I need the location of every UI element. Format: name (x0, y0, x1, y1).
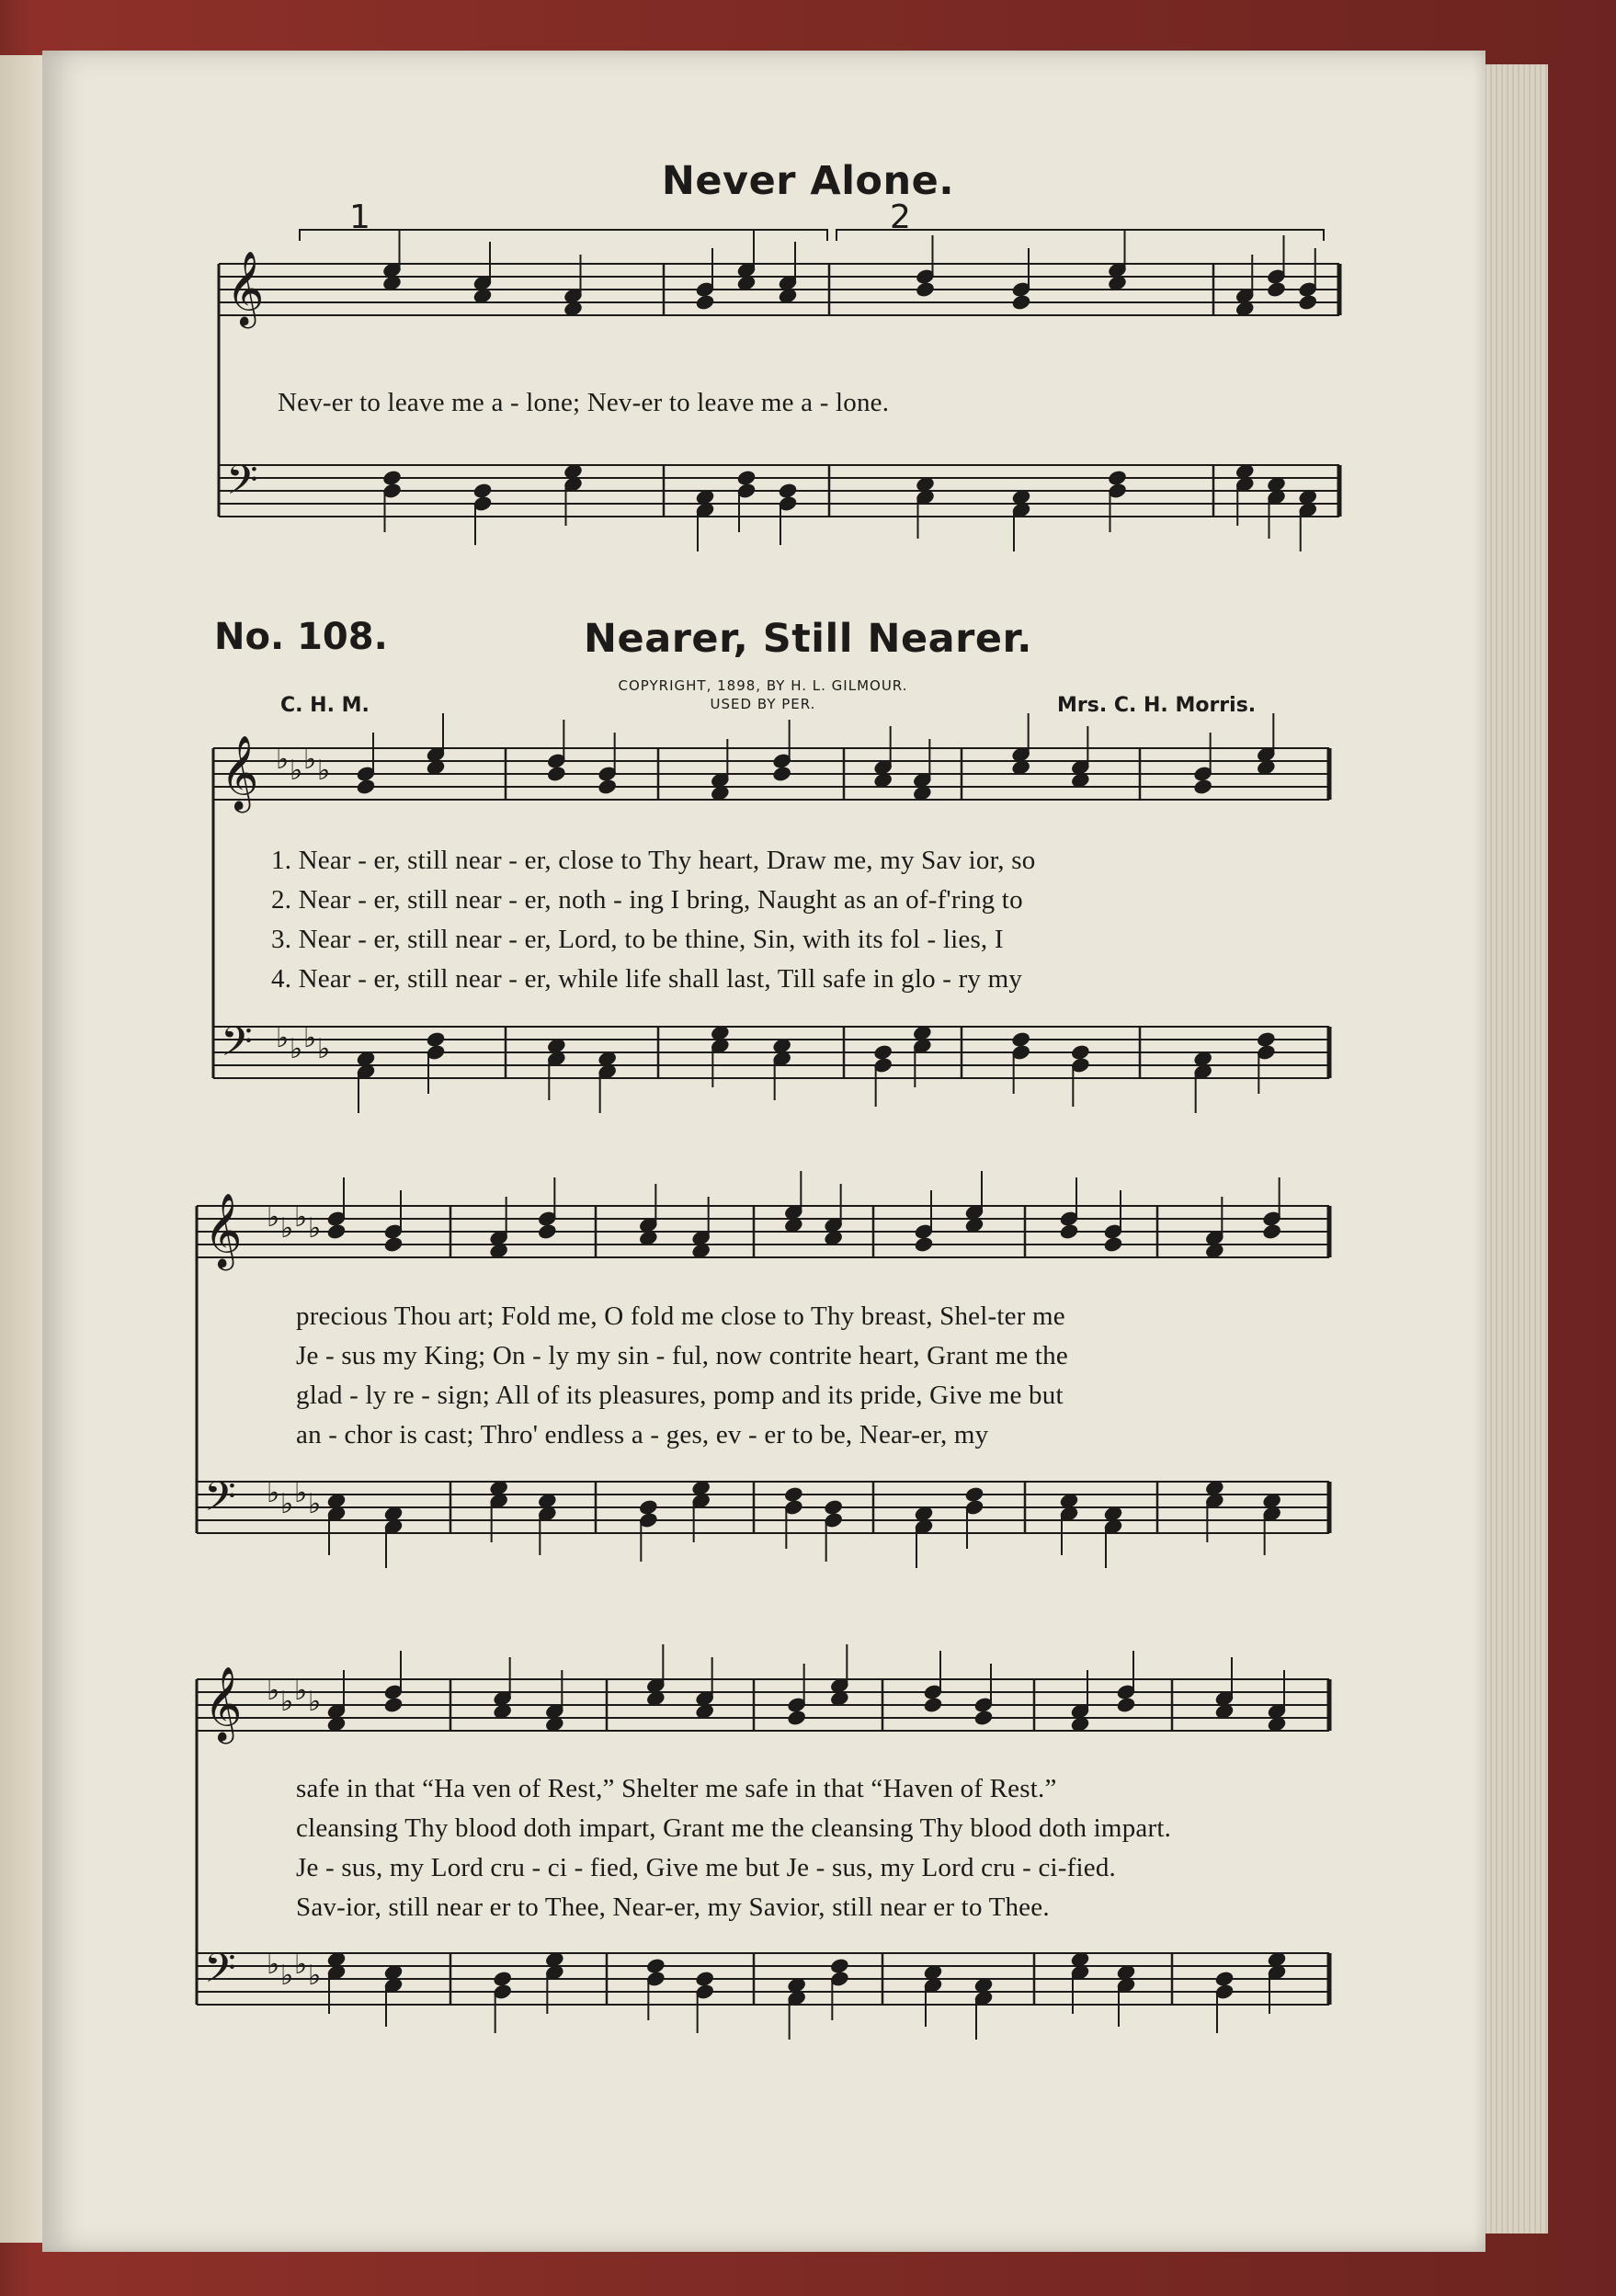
verse-line: Je - sus my King; On - ly my sin - ful, now contrite heart, Grant me the (296, 1341, 1068, 1370)
note-head (383, 1236, 403, 1253)
flat-sign-icon: ♭ (308, 1686, 322, 1718)
flat-sign-icon: ♭ (317, 1033, 331, 1065)
author-credit: Mrs. C. H. Morris. (1057, 694, 1257, 717)
note-head (646, 1958, 666, 1974)
note-head (1193, 779, 1212, 795)
flat-sign-icon: ♭ (308, 1488, 322, 1520)
note-head (1257, 1031, 1276, 1048)
note-head (772, 766, 791, 782)
note-head (547, 766, 566, 782)
note-head (1011, 1031, 1030, 1048)
bass-clef-icon: 𝄢 (226, 456, 258, 514)
flat-sign-icon: ♭ (290, 1033, 303, 1065)
flat-sign-icon: ♭ (267, 1201, 280, 1233)
flat-sign-icon: ♭ (276, 1022, 290, 1054)
note-head (1103, 1236, 1122, 1253)
note-head (973, 1710, 993, 1726)
note-head (1298, 294, 1317, 311)
flat-sign-icon: ♭ (303, 1022, 317, 1054)
composer-credit: C. H. M. (280, 694, 370, 717)
flat-sign-icon: ♭ (294, 1201, 308, 1233)
hymn1-title: Never Alone. (661, 158, 955, 204)
copyright-line: USED BY PER. (710, 696, 816, 712)
flat-sign-icon: ♭ (308, 1960, 322, 1992)
note-head (1214, 1971, 1234, 1987)
verse-line: Je - sus, my Lord cru - ci - fied, Give me but Je - sus, my Lord cru - ci-fied. (296, 1853, 1117, 1882)
bass-clef-icon: 𝄢 (204, 1472, 236, 1530)
verse-line: glad - ly re - sign; All of its pleasures, pomp and its pride, Give me but (296, 1381, 1064, 1410)
note-head (1116, 1697, 1135, 1713)
note-head (695, 1971, 714, 1987)
note-head (923, 1697, 942, 1713)
verse-line: safe in that “Ha ven of Rest,” Shelter me safe in that “Haven of Rest.” (296, 1774, 1057, 1803)
note-head (1267, 281, 1286, 298)
bass-clef-icon: 𝄢 (204, 1944, 236, 2002)
flat-sign-icon: ♭ (294, 1949, 308, 1981)
note-head (873, 1044, 893, 1061)
copyright-line: COPYRIGHT, 1898, BY H. L. GILMOUR. (618, 677, 908, 694)
note-head (597, 779, 617, 795)
note-head (1071, 1044, 1090, 1061)
verse-line: 4. Near - er, still near - er, while life shall last, Till safe in glo - ry my (271, 964, 1023, 994)
bass-clef-icon: 𝄢 (221, 1017, 253, 1075)
verse-line: Sav-ior, still near er to Thee, Near-er, my Savior, still near er to Thee. (296, 1892, 1050, 1922)
verse-line: 1. Near - er, still near - er, close to Thy heart, Draw me, my Sav ior, so (271, 846, 1036, 875)
verse-line: an - chor is cast; Thro' endless a - ges, ev - er to be, Near-er, my (296, 1420, 989, 1449)
note-head (326, 1223, 346, 1240)
note-head (824, 1499, 843, 1516)
note-head (787, 1710, 806, 1726)
treble-clef-icon: 𝄞 (226, 250, 265, 325)
note-head (778, 483, 797, 499)
note-head (914, 1236, 933, 1253)
flat-sign-icon: ♭ (303, 744, 317, 776)
note-head (639, 1499, 658, 1516)
note-head (1011, 294, 1030, 311)
verse-line: 3. Near - er, still near - er, Lord, to be thine, Sin, with its fol - lies, I (271, 925, 1004, 954)
note-head (784, 1486, 803, 1503)
note-head (916, 281, 935, 298)
ending-number: 2 (890, 199, 911, 236)
flat-sign-icon: ♭ (280, 1488, 294, 1520)
flat-sign-icon: ♭ (294, 1675, 308, 1707)
flat-sign-icon: ♭ (267, 1949, 280, 1981)
flat-sign-icon: ♭ (267, 1675, 280, 1707)
flat-sign-icon: ♭ (267, 1477, 280, 1509)
verse-line: 2. Near - er, still near - er, noth - ing I bring, Naught as an of-f'ring to (271, 885, 1023, 915)
note-head (356, 779, 375, 795)
flat-sign-icon: ♭ (294, 1477, 308, 1509)
hymn1-lyric: Nev-er to leave me a - lone; Nev-er to leave me a - lone. (278, 388, 890, 417)
treble-clef-icon: 𝄞 (204, 1665, 243, 1741)
verse-line: cleansing Thy blood doth impart, Grant me the cleansing Thy blood doth impart. (296, 1813, 1172, 1843)
hymn-number: No. 108. (214, 616, 388, 658)
note-head (736, 470, 756, 486)
flat-sign-icon: ♭ (290, 755, 303, 787)
flat-sign-icon: ♭ (280, 1686, 294, 1718)
hymn2-title: Nearer, Still Nearer. (584, 616, 1032, 662)
note-head (1059, 1223, 1078, 1240)
verse-line: precious Thou art; Fold me, O fold me close to Thy breast, Shel-ter me (296, 1301, 1065, 1331)
flat-sign-icon: ♭ (280, 1960, 294, 1992)
note-head (695, 294, 714, 311)
note-head (964, 1486, 984, 1503)
note-head (1262, 1223, 1281, 1240)
note-head (1108, 470, 1127, 486)
flat-sign-icon: ♭ (308, 1212, 322, 1245)
note-head (538, 1223, 557, 1240)
note-head (472, 483, 492, 499)
note-head (382, 470, 402, 486)
treble-clef-icon: 𝄞 (204, 1192, 243, 1267)
copyright-notice (533, 676, 993, 713)
note-head (830, 1958, 849, 1974)
flat-sign-icon: ♭ (317, 755, 331, 787)
treble-clef-icon: 𝄞 (221, 734, 259, 810)
ending-bracket (300, 230, 827, 241)
flat-sign-icon: ♭ (276, 744, 290, 776)
ending-number: 1 (349, 199, 370, 236)
flat-sign-icon: ♭ (280, 1212, 294, 1245)
note-head (383, 1697, 403, 1713)
note-head (493, 1971, 512, 1987)
note-head (426, 1031, 445, 1048)
